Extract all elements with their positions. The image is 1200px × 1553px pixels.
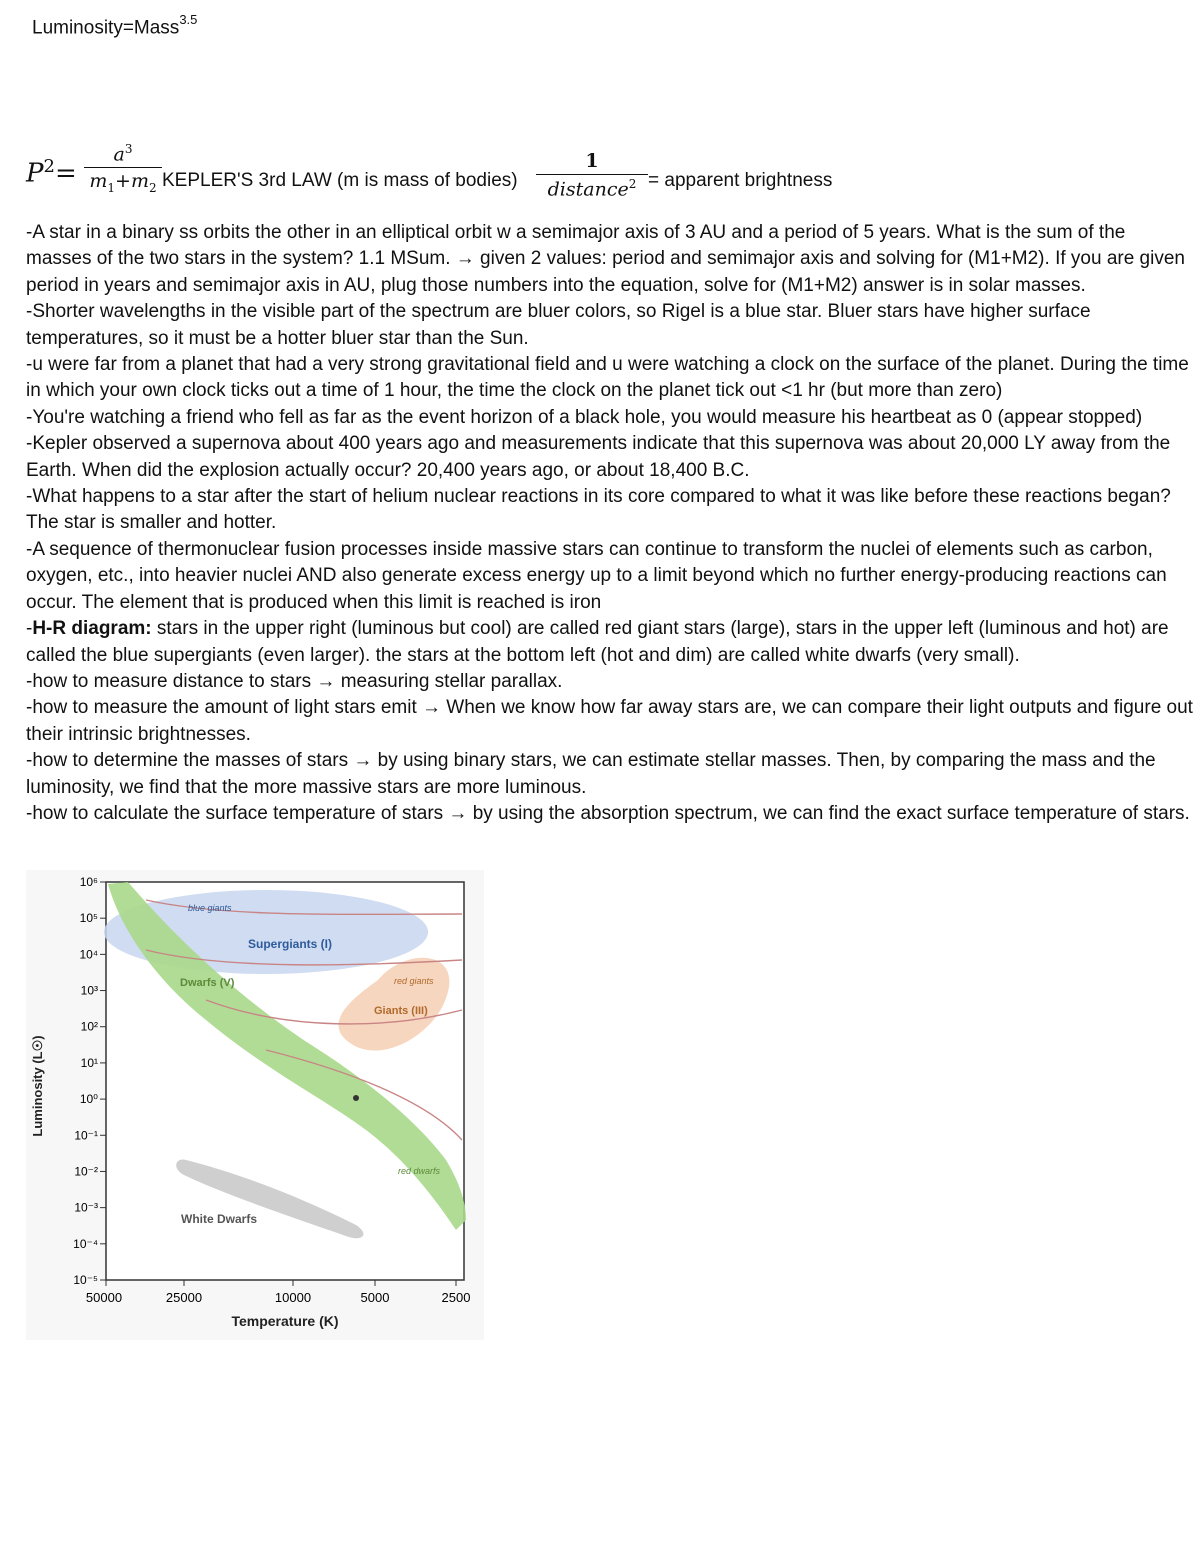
x-axis-label: Temperature (K) [231, 1313, 339, 1329]
kepler-equals: = [54, 158, 77, 189]
kepler-period-squared [26, 156, 77, 189]
y-tick-label: 10⁶ [79, 875, 98, 889]
y-tick-label: 10² [80, 1019, 98, 1034]
x-tick-label: 25000 [165, 1290, 203, 1305]
note-paragraph: -how to calculate the surface temperature of stars → by using the absorption spectrum, we can find the exact surface temperature of stars. [26, 802, 1190, 824]
label-red-giants: red giants [394, 976, 434, 986]
y-tick-label: 10¹ [80, 1055, 98, 1070]
y-axis-label: Luminosity (L☉) [30, 1035, 45, 1137]
sun-marker [353, 1095, 359, 1101]
note-paragraph: -A star in a binary ss orbits the other in an elliptical orbit w a semimajor axis of 3 AU and a period of 5 years. What is the sum of the masses of the two stars in the system? 1.1 MSum. → given 2 values: period and semimajor axis and solving for (M1+M2). If you are given period in years and semimajor axis in AU, plug those numbers into the equation, solve for (M1+M2) answer is in solar masses. [26, 222, 1185, 296]
note-paragraph: -What happens to a star after the start of helium nuclear reactions in its core compared to what it was like before these reactions began? The star is smaller and hotter. [26, 486, 1171, 534]
kepler-fraction-bar [84, 167, 162, 168]
hr-diagram [26, 870, 484, 1340]
note-paragraph: -how to determine the masses of stars → by using binary stars, we can estimate stellar masses. Then, by comparing the mass and the luminosity, we find that the more massive stars are more luminous. [26, 750, 1156, 798]
luminosity-text: Luminosity=Mass [32, 17, 180, 39]
label-blue-giants: blue giants [188, 903, 232, 913]
note-paragraph: -Kepler observed a supernova about 400 years ago and measurements indicate that this supernova was about 20,000 LY away from the Earth. When did the explosion actually occur? 20,400 years ago, or about 18,400 B.C. [26, 433, 1171, 481]
x-tick-label: 10000 [274, 1290, 312, 1305]
hr-diagram-note: -H-R diagram: stars in the upper right (luminous but cool) are called red giant stars (large), stars in the upper left (luminous and hot) are called the blue supergiants (even larger). the stars at the bottom left (hot and dim) are called white dwarfs (very small). [26, 618, 1169, 666]
kepler-numerator: $a^3$ [113, 142, 133, 166]
note-paragraph: -how to measure distance to stars → measuring stellar parallax. [26, 670, 563, 692]
kepler-p-exp: 2 [43, 156, 55, 177]
note-paragraph: -u were far from a planet that had a very strong gravitational field and u were watching a clock on the surface of the planet. During the time in which your own clock ticks out a time of 1 hour, the time the clock on the planet tick out <1 hr (but more than zero) [26, 354, 1189, 402]
apparent-brightness-label: = apparent brightness [648, 170, 833, 191]
brightness-fraction [536, 150, 648, 200]
x-tick-label: 5000 [360, 1290, 390, 1305]
y-tick-label: 10⁻⁵ [73, 1273, 98, 1287]
y-tick-label: 10⁻⁴ [73, 1236, 98, 1251]
label-supergiants: Supergiants (I) [248, 937, 333, 951]
kepler-law-label: KEPLER'S 3rd LAW (m is mass of bodies) [162, 170, 518, 191]
y-tick-label: 10⁻¹ [74, 1128, 98, 1143]
y-tick-label: 10⁰ [79, 1092, 98, 1107]
y-tick-label: 10⁻³ [74, 1200, 98, 1215]
x-tick-label: 2500 [441, 1290, 471, 1305]
x-tick-label: 50000 [85, 1290, 123, 1305]
y-tick-label: 10³ [80, 983, 98, 998]
label-red-dwarfs: red dwarfs [398, 1166, 441, 1176]
label-white-dwarfs: White Dwarfs [181, 1212, 258, 1226]
brightness-fraction-bar [536, 174, 648, 175]
kepler-denominator: $m_1+m_2$ [89, 170, 157, 196]
note-paragraph: -You're watching a friend who fell as far as the event horizon of a black hole, you would measure his heartbeat as 0 (appear stopped) [26, 406, 1143, 428]
note-paragraph: -how to measure the amount of light stars emit → When we know how far away stars are, we can compare their light outputs and figure out their intrinsic brightnesses. [26, 697, 1193, 745]
hr-diagram-heading: H-R diagram: [32, 618, 152, 640]
note-paragraph: -Shorter wavelengths in the visible part of the spectrum are bluer colors, so Rigel is a blue star. Bluer stars have higher surface temperatures, so it must be a hotter bluer star than the Sun. [26, 301, 1091, 349]
brightness-denominator: distance$^2$ [547, 177, 637, 201]
x-ticks [86, 1280, 471, 1305]
y-tick-label: 10⁴ [79, 947, 98, 962]
brightness-numerator: 1 [585, 150, 599, 172]
note-paragraph: -A sequence of thermonuclear fusion processes inside massive stars can continue to transform the nuclei of elements such as carbon, oxygen, etc., into heavier nuclei AND also generate excess energy up to a limit beyond which no further energy-producing reactions can occur. The element that is produced when this limit is reached is iron [26, 538, 1167, 613]
y-tick-label: 10⁵ [79, 911, 98, 926]
label-giants: Giants (III) [374, 1005, 428, 1017]
formula-row [26, 142, 1186, 217]
hr-diagram-figure [26, 870, 484, 1340]
y-ticks [73, 875, 106, 1287]
kepler-fraction [84, 142, 162, 195]
label-dwarfs: Dwarfs (V) [180, 977, 235, 989]
luminosity-formula [32, 14, 197, 39]
kepler-p: P [26, 158, 44, 189]
y-tick-label: 10⁻² [74, 1164, 98, 1179]
luminosity-exponent: 3.5 [179, 12, 198, 27]
notes-body [26, 220, 1194, 827]
